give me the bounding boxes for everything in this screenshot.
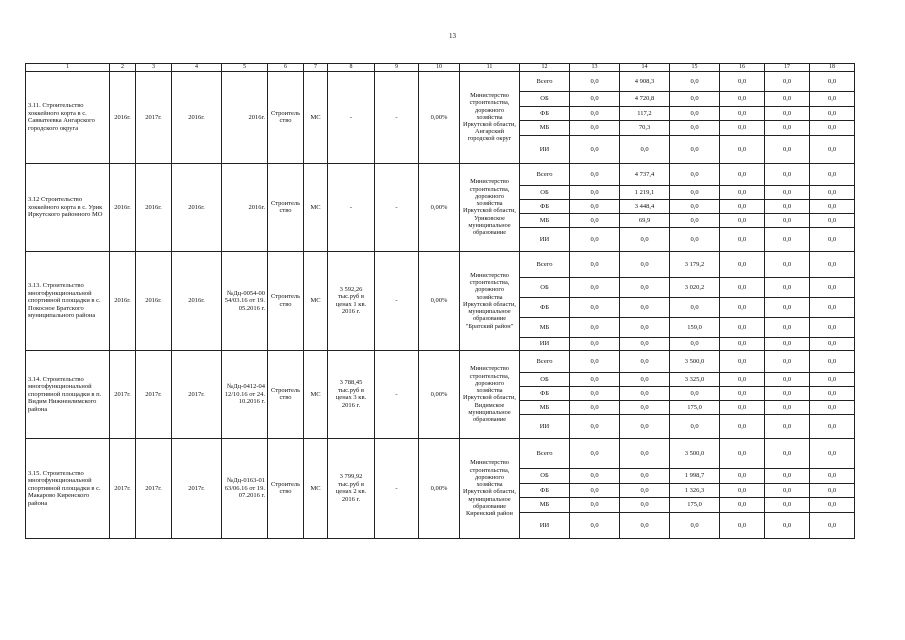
column-number: 2 [110,64,136,72]
year-design: 2017г. [172,438,222,538]
estimated-cost: - [328,163,375,251]
funding-value: 0,0 [765,297,810,317]
funding-value: 0,0 [810,297,855,317]
year-design: 2017г. [172,350,222,438]
column-number: 8 [328,64,375,72]
funding-value: 0,0 [810,277,855,297]
funding-value: 0,0 [670,71,720,91]
design-doc: №Дц-0054-0054/03.16 от 19.05.2016 г. [222,251,268,350]
funding-source: ИИ [520,414,570,438]
funding-value: 1 219,1 [620,185,670,199]
funding-value: 0,0 [765,71,810,91]
funding-source: ОБ [520,277,570,297]
funding-value: 0,0 [765,438,810,468]
funding-source: ФБ [520,483,570,497]
funding-value: 0,0 [765,400,810,414]
funding-source: ОБ [520,91,570,106]
year-end: 2017г. [136,350,172,438]
funding-value: 0,0 [570,400,620,414]
funding-source: ИИ [520,512,570,538]
funding-value: 0,0 [810,227,855,251]
year-end: 2017г. [136,438,172,538]
responsible-party: Министерство строительства, дорожного хозяйства Иркутской области, муниципальное образование "Братский район" [460,251,520,350]
funding-source: МБ [520,400,570,414]
cost-col9: - [375,350,419,438]
funding-value: 0,0 [670,163,720,185]
funding-value: 0,0 [765,213,810,227]
funding-value: 3 500,0 [670,438,720,468]
funding-value: 0,0 [765,163,810,185]
funding-value: 0,0 [810,438,855,468]
year-end: 2017г. [136,71,172,163]
responsible-party: Министерство строительства, дорожного хозяйства Иркутской области, муниципальное образование Киренский район [460,438,520,538]
object-name: 3.11. Строительство хоккейного корта в с. Савватеевка Ангарского городского округа [26,71,110,163]
funding-value: 0,0 [720,185,765,199]
funding-source: Всего [520,163,570,185]
readiness-percent: 0,00% [419,350,460,438]
funding-value: 0,0 [810,135,855,163]
funding-value: 175,0 [670,400,720,414]
funding-value: 0,0 [810,512,855,538]
funding-value: 0,0 [720,213,765,227]
funding-value: 0,0 [570,185,620,199]
funding-value: 0,0 [765,337,810,350]
column-number: 12 [520,64,570,72]
funding-value: 0,0 [570,227,620,251]
object-name: 3.12 Строительство хоккейного корта в с. Урик Иркутского районного МО [26,163,110,251]
stage: Строительство [268,438,304,538]
funding-value: 0,0 [620,350,670,372]
estimated-cost: 3 788,45 тыс.руб в ценах 3 кв. 2016 г. [328,350,375,438]
object-type: МС [304,71,328,163]
funding-value: 0,0 [720,337,765,350]
table-row [26,251,855,277]
funding-value: 0,0 [765,277,810,297]
funding-value: 3 500,0 [670,350,720,372]
funding-value: 0,0 [620,414,670,438]
stage: Строительство [268,350,304,438]
funding-value: 0,0 [620,512,670,538]
funding-value: 0,0 [720,438,765,468]
year-start: 2016г. [110,71,136,163]
funding-value: 0,0 [720,372,765,386]
year-start: 2017г. [110,438,136,538]
estimated-cost: - [328,71,375,163]
funding-source: ФБ [520,106,570,120]
funding-value: 0,0 [570,120,620,135]
funding-value: 0,0 [620,386,670,400]
funding-value: 0,0 [765,106,810,120]
cost-col9: - [375,163,419,251]
funding-source: МБ [520,317,570,337]
funding-value: 0,0 [620,251,670,277]
funding-value: 0,0 [670,512,720,538]
funding-source: МБ [520,120,570,135]
funding-source: ФБ [520,199,570,213]
funding-value: 0,0 [620,337,670,350]
funding-value: 0,0 [810,213,855,227]
funding-value: 1 998,7 [670,468,720,483]
funding-value: 0,0 [720,251,765,277]
funding-value: 4 737,4 [620,163,670,185]
funding-value: 0,0 [620,317,670,337]
funding-value: 0,0 [570,106,620,120]
funding-value: 0,0 [570,297,620,317]
funding-value: 0,0 [765,199,810,213]
readiness-percent: 0,00% [419,438,460,538]
column-number: 18 [810,64,855,72]
funding-value: 0,0 [720,497,765,512]
column-number: 17 [765,64,810,72]
funding-value: 0,0 [765,251,810,277]
funding-source: ОБ [520,372,570,386]
funding-value: 175,0 [670,497,720,512]
funding-value: 0,0 [810,199,855,213]
funding-value: 0,0 [720,106,765,120]
funding-source: Всего [520,350,570,372]
funding-value: 0,0 [810,414,855,438]
table-row [26,438,855,468]
funding-value: 0,0 [720,91,765,106]
column-number-row [26,64,855,72]
funding-value: 3 020,2 [670,277,720,297]
design-doc: №Дц-0163-0163/06.16 от 19.07.2016 г. [222,438,268,538]
funding-value: 0,0 [765,91,810,106]
funding-value: 0,0 [570,350,620,372]
funding-value: 0,0 [765,483,810,497]
funding-value: 0,0 [570,468,620,483]
funding-source: ИИ [520,337,570,350]
year-start: 2016г. [110,251,136,350]
funding-value: 0,0 [570,414,620,438]
year-design: 2016г. [172,163,222,251]
funding-value: 0,0 [570,71,620,91]
funding-value: 0,0 [810,350,855,372]
funding-value: 0,0 [670,213,720,227]
funding-value: 0,0 [810,91,855,106]
funding-source: Всего [520,71,570,91]
table-body [26,64,855,539]
funding-value: 159,0 [670,317,720,337]
funding-value: 0,0 [570,337,620,350]
funding-value: 0,0 [765,317,810,337]
column-number: 1 [26,64,110,72]
funding-value: 0,0 [720,414,765,438]
funding-value: 0,0 [570,372,620,386]
funding-value: 0,0 [810,468,855,483]
funding-value: 0,0 [670,414,720,438]
funding-value: 0,0 [670,337,720,350]
stage: Строительство [268,251,304,350]
funding-value: 0,0 [765,227,810,251]
funding-value: 0,0 [670,106,720,120]
column-number: 16 [720,64,765,72]
year-start: 2016г. [110,163,136,251]
funding-value: 0,0 [620,372,670,386]
object-type: МС [304,438,328,538]
funding-value: 0,0 [620,438,670,468]
funding-value: 0,0 [570,512,620,538]
design-doc: №Дц-0412-0412/10.16 от 24.10.2016 г. [222,350,268,438]
funding-source: ИИ [520,227,570,251]
funding-value: 3 448,4 [620,199,670,213]
funding-source: ОБ [520,185,570,199]
funding-value: 0,0 [720,512,765,538]
year-design: 2016г. [172,71,222,163]
funding-value: 0,0 [810,120,855,135]
column-number: 5 [222,64,268,72]
funding-value: 0,0 [765,512,810,538]
cost-col9: - [375,251,419,350]
funding-value: 0,0 [765,135,810,163]
funding-value: 0,0 [720,297,765,317]
funding-value: 0,0 [810,372,855,386]
funding-value: 0,0 [720,400,765,414]
funding-value: 0,0 [810,106,855,120]
cost-col9: - [375,438,419,538]
funding-value: 0,0 [810,337,855,350]
funding-value: 0,0 [620,483,670,497]
column-number: 14 [620,64,670,72]
funding-value: 0,0 [810,317,855,337]
funding-value: 0,0 [720,135,765,163]
cost-col9: - [375,71,419,163]
readiness-percent: 0,00% [419,251,460,350]
year-start: 2017г. [110,350,136,438]
estimated-cost: 3 799,92 тыс.руб в ценах 2 кв. 2016 г. [328,438,375,538]
funding-value: 0,0 [720,317,765,337]
funding-value: 0,0 [720,386,765,400]
funding-value: 0,0 [620,227,670,251]
funding-value: 0,0 [810,251,855,277]
object-type: МС [304,251,328,350]
object-name: 3.15. Строительство многофункциональной спортивной площадки в с. Макарово Киренского района [26,438,110,538]
stage: Строительство [268,163,304,251]
object-type: МС [304,350,328,438]
funding-source: МБ [520,213,570,227]
funding-value: 69,9 [620,213,670,227]
column-number: 9 [375,64,419,72]
object-type: МС [304,163,328,251]
funding-value: 0,0 [570,199,620,213]
funding-value: 0,0 [720,468,765,483]
funding-value: 3 325,0 [670,372,720,386]
funding-source: ОБ [520,468,570,483]
funding-value: 0,0 [570,386,620,400]
funding-value: 3 179,2 [670,251,720,277]
funding-value: 0,0 [670,135,720,163]
column-number: 15 [670,64,720,72]
funding-source: ИИ [520,135,570,163]
funding-value: 0,0 [620,297,670,317]
funding-value: 0,0 [720,120,765,135]
funding-value: 0,0 [570,91,620,106]
funding-value: 0,0 [670,297,720,317]
funding-value: 0,0 [810,163,855,185]
funding-value: 0,0 [765,185,810,199]
funding-value: 0,0 [765,372,810,386]
funding-value: 0,0 [570,483,620,497]
table-row [26,163,855,185]
funding-value: 0,0 [720,71,765,91]
funding-value: 0,0 [810,400,855,414]
funding-value: 0,0 [810,386,855,400]
year-end: 2016г. [136,163,172,251]
page-number: 13 [449,32,456,40]
funding-value: 0,0 [670,91,720,106]
funding-source: ФБ [520,297,570,317]
funding-value: 0,0 [620,468,670,483]
funding-value: 0,0 [720,483,765,497]
funding-value: 0,0 [670,120,720,135]
estimated-cost: 3 592,26 тыс.руб в ценах 1 кв. 2016 г. [328,251,375,350]
funding-value: 0,0 [570,277,620,297]
funding-value: 0,0 [570,163,620,185]
object-name: 3.13. Строительство многофункциональной спортивной площадки в с. Покосное Братского муниципального района [26,251,110,350]
funding-value: 0,0 [720,199,765,213]
funding-value: 0,0 [765,468,810,483]
readiness-percent: 0,00% [419,163,460,251]
stage: Строительство [268,71,304,163]
funding-value: 0,0 [765,350,810,372]
funding-value: 0,0 [720,163,765,185]
design-doc: 2016г. [222,163,268,251]
funding-value: 0,0 [570,251,620,277]
column-number: 3 [136,64,172,72]
funding-value: 4 720,8 [620,91,670,106]
funding-value: 0,0 [810,497,855,512]
table-row [26,350,855,372]
funding-value: 0,0 [570,213,620,227]
column-number: 7 [304,64,328,72]
year-design: 2016г. [172,251,222,350]
funding-value: 0,0 [720,277,765,297]
funding-value: 0,0 [720,227,765,251]
funding-value: 0,0 [720,350,765,372]
column-number: 10 [419,64,460,72]
funding-value: 117,2 [620,106,670,120]
funding-value: 0,0 [620,400,670,414]
funding-value: 0,0 [570,317,620,337]
funding-value: 0,0 [670,227,720,251]
funding-value: 0,0 [765,386,810,400]
table-row [26,71,855,91]
program-table [25,63,855,539]
readiness-percent: 0,00% [419,71,460,163]
column-number: 4 [172,64,222,72]
funding-value: 0,0 [620,135,670,163]
funding-value: 0,0 [670,185,720,199]
column-number: 6 [268,64,304,72]
funding-value: 0,0 [670,386,720,400]
object-name: 3.14. Строительство многофункциональной спортивной площадки в п. Видим Нижнеилимского района [26,350,110,438]
funding-value: 0,0 [570,135,620,163]
column-number: 11 [460,64,520,72]
funding-source: Всего [520,251,570,277]
funding-value: 0,0 [620,277,670,297]
funding-value: 0,0 [765,120,810,135]
funding-value: 0,0 [810,483,855,497]
funding-value: 0,0 [670,199,720,213]
funding-value: 0,0 [765,414,810,438]
year-end: 2016г. [136,251,172,350]
funding-value: 0,0 [620,497,670,512]
funding-source: МБ [520,497,570,512]
responsible-party: Министерство строительства, дорожного хозяйства Иркутской области, Уриковское муниципальное образование [460,163,520,251]
responsible-party: Министерство строительства, дорожного хозяйства Иркутской области, Видимское муниципальное образование [460,350,520,438]
funding-value: 0,0 [765,497,810,512]
funding-value: 1 326,3 [670,483,720,497]
funding-value: 0,0 [810,185,855,199]
funding-value: 0,0 [570,438,620,468]
design-doc: 2016г. [222,71,268,163]
funding-value: 0,0 [810,71,855,91]
funding-value: 0,0 [570,497,620,512]
funding-value: 70,3 [620,120,670,135]
column-number: 13 [570,64,620,72]
funding-value: 4 908,3 [620,71,670,91]
funding-source: ФБ [520,386,570,400]
funding-source: Всего [520,438,570,468]
responsible-party: Министерство строительства, дорожного хозяйства Иркутской области, Ангарский городской округ [460,71,520,163]
